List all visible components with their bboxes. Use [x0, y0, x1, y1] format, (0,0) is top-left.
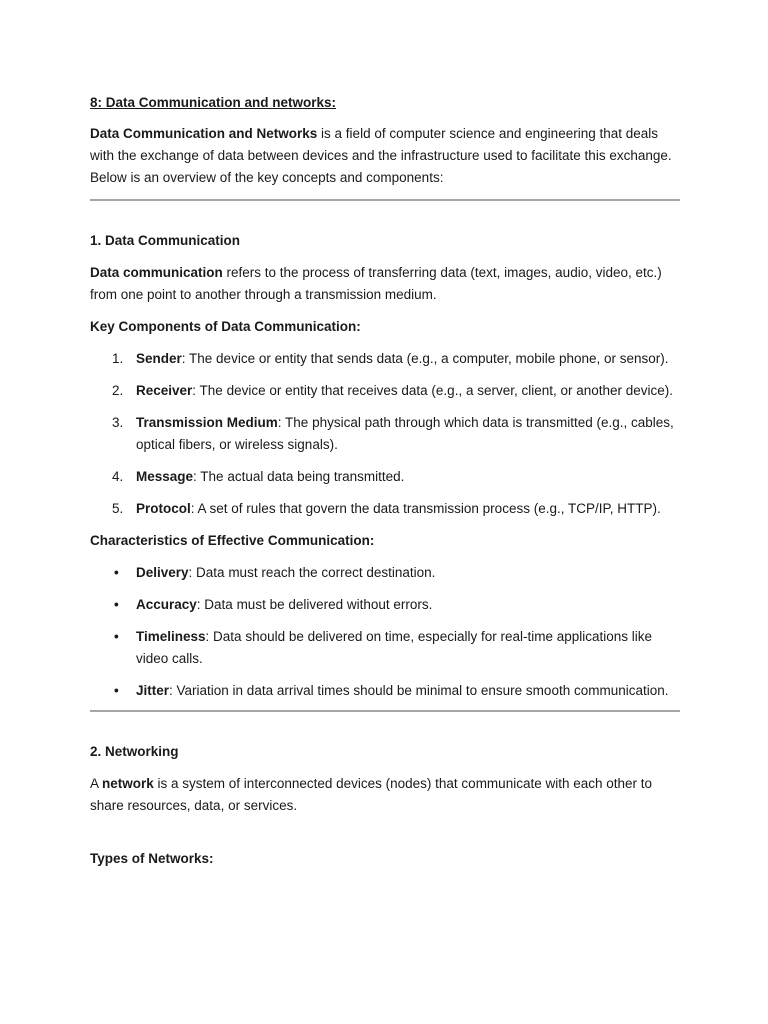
list-item: [90, 466, 680, 488]
list-item: [90, 498, 680, 520]
list-item-number: 4.: [112, 469, 124, 484]
list-item-text: : Data must be delivered without errors.: [196, 597, 433, 612]
list-item-text: : Variation in data arrival times should be minimal to ensure smooth communication.: [169, 683, 669, 698]
characteristics-list: [90, 562, 680, 702]
list-item-text: : The device or entity that sends data (e.g., a computer, mobile phone, or sensor).: [181, 351, 669, 366]
list-item-text: : A set of rules that govern the data transmission process (e.g., TCP/IP, HTTP).: [190, 501, 661, 516]
list-item-text: : Data must reach the correct destination.: [188, 565, 436, 580]
section1-title: 1. Data Communication: [90, 233, 241, 248]
section1-bold-term: Data communication: [90, 265, 223, 280]
list-item-text: : The actual data being transmitted.: [193, 469, 405, 484]
list-item-term: Sender: [136, 351, 182, 366]
list-item-term: Transmission Medium: [136, 415, 278, 430]
list-item: [90, 594, 680, 616]
list-item-number: 2.: [112, 383, 124, 398]
list-item-text: : The device or entity that receives data (e.g., a server, client, or another device).: [192, 383, 674, 398]
section2-definition-prefix: A: [90, 776, 103, 791]
list-item: [90, 562, 680, 584]
list-item: [90, 626, 680, 670]
list-item: [90, 380, 680, 402]
list-item-text: : Data should be delivered on time, especially for real-time applications like video calls.: [136, 629, 653, 666]
section2-title: 2. Networking: [90, 744, 179, 759]
section-divider: [90, 710, 680, 712]
list-item-term: Accuracy: [136, 597, 197, 612]
list-item-term: Delivery: [136, 565, 189, 580]
types-of-networks-title: Types of Networks:: [90, 851, 214, 866]
bullet-icon: •: [114, 683, 119, 698]
list-item-number: 3.: [112, 415, 124, 430]
list-item: [90, 412, 680, 456]
section2-bold-term: network: [102, 776, 154, 791]
list-item-term: Message: [136, 469, 194, 484]
section2-definition: [90, 773, 680, 817]
list-item: [90, 348, 680, 370]
section1-definition: [90, 262, 680, 306]
intro-paragraph: [90, 123, 680, 189]
list-item-number: 5.: [112, 501, 124, 516]
bullet-icon: •: [114, 629, 119, 644]
bullet-icon: •: [114, 565, 119, 580]
list-item-number: 1.: [112, 351, 124, 366]
characteristics-title: Characteristics of Effective Communication:: [90, 533, 375, 548]
list-item: [90, 680, 680, 702]
key-components-title: Key Components of Data Communication:: [90, 319, 361, 334]
list-item-term: Jitter: [136, 683, 170, 698]
document-page: [90, 92, 680, 880]
intro-bold-term: Data Communication and Networks: [90, 126, 318, 141]
bullet-icon: •: [114, 597, 119, 612]
list-item-term: Timeliness: [136, 629, 206, 644]
key-components-list: [90, 348, 680, 520]
intro-text: is a field of computer science and engineering that deals with the exchange of data between devices and the infrastructure used to facilitate this exchange. Below is an overview of the key concepts and components:: [90, 126, 672, 185]
list-item-term: Protocol: [136, 501, 191, 516]
list-item-text: : The physical path through which data is transmitted (e.g., cables, optical fibers, or wireless signals).: [136, 415, 674, 452]
list-item-term: Receiver: [136, 383, 193, 398]
section-divider: [90, 199, 680, 201]
section2-definition-text: is a system of interconnected devices (nodes) that communicate with each other to share resources, data, or services.: [90, 776, 653, 813]
document-main-heading: 8: Data Communication and networks:: [90, 95, 337, 110]
section1-definition-text: refers to the process of transferring data (text, images, audio, video, etc.) from one point to another through a transmission medium.: [90, 265, 662, 302]
